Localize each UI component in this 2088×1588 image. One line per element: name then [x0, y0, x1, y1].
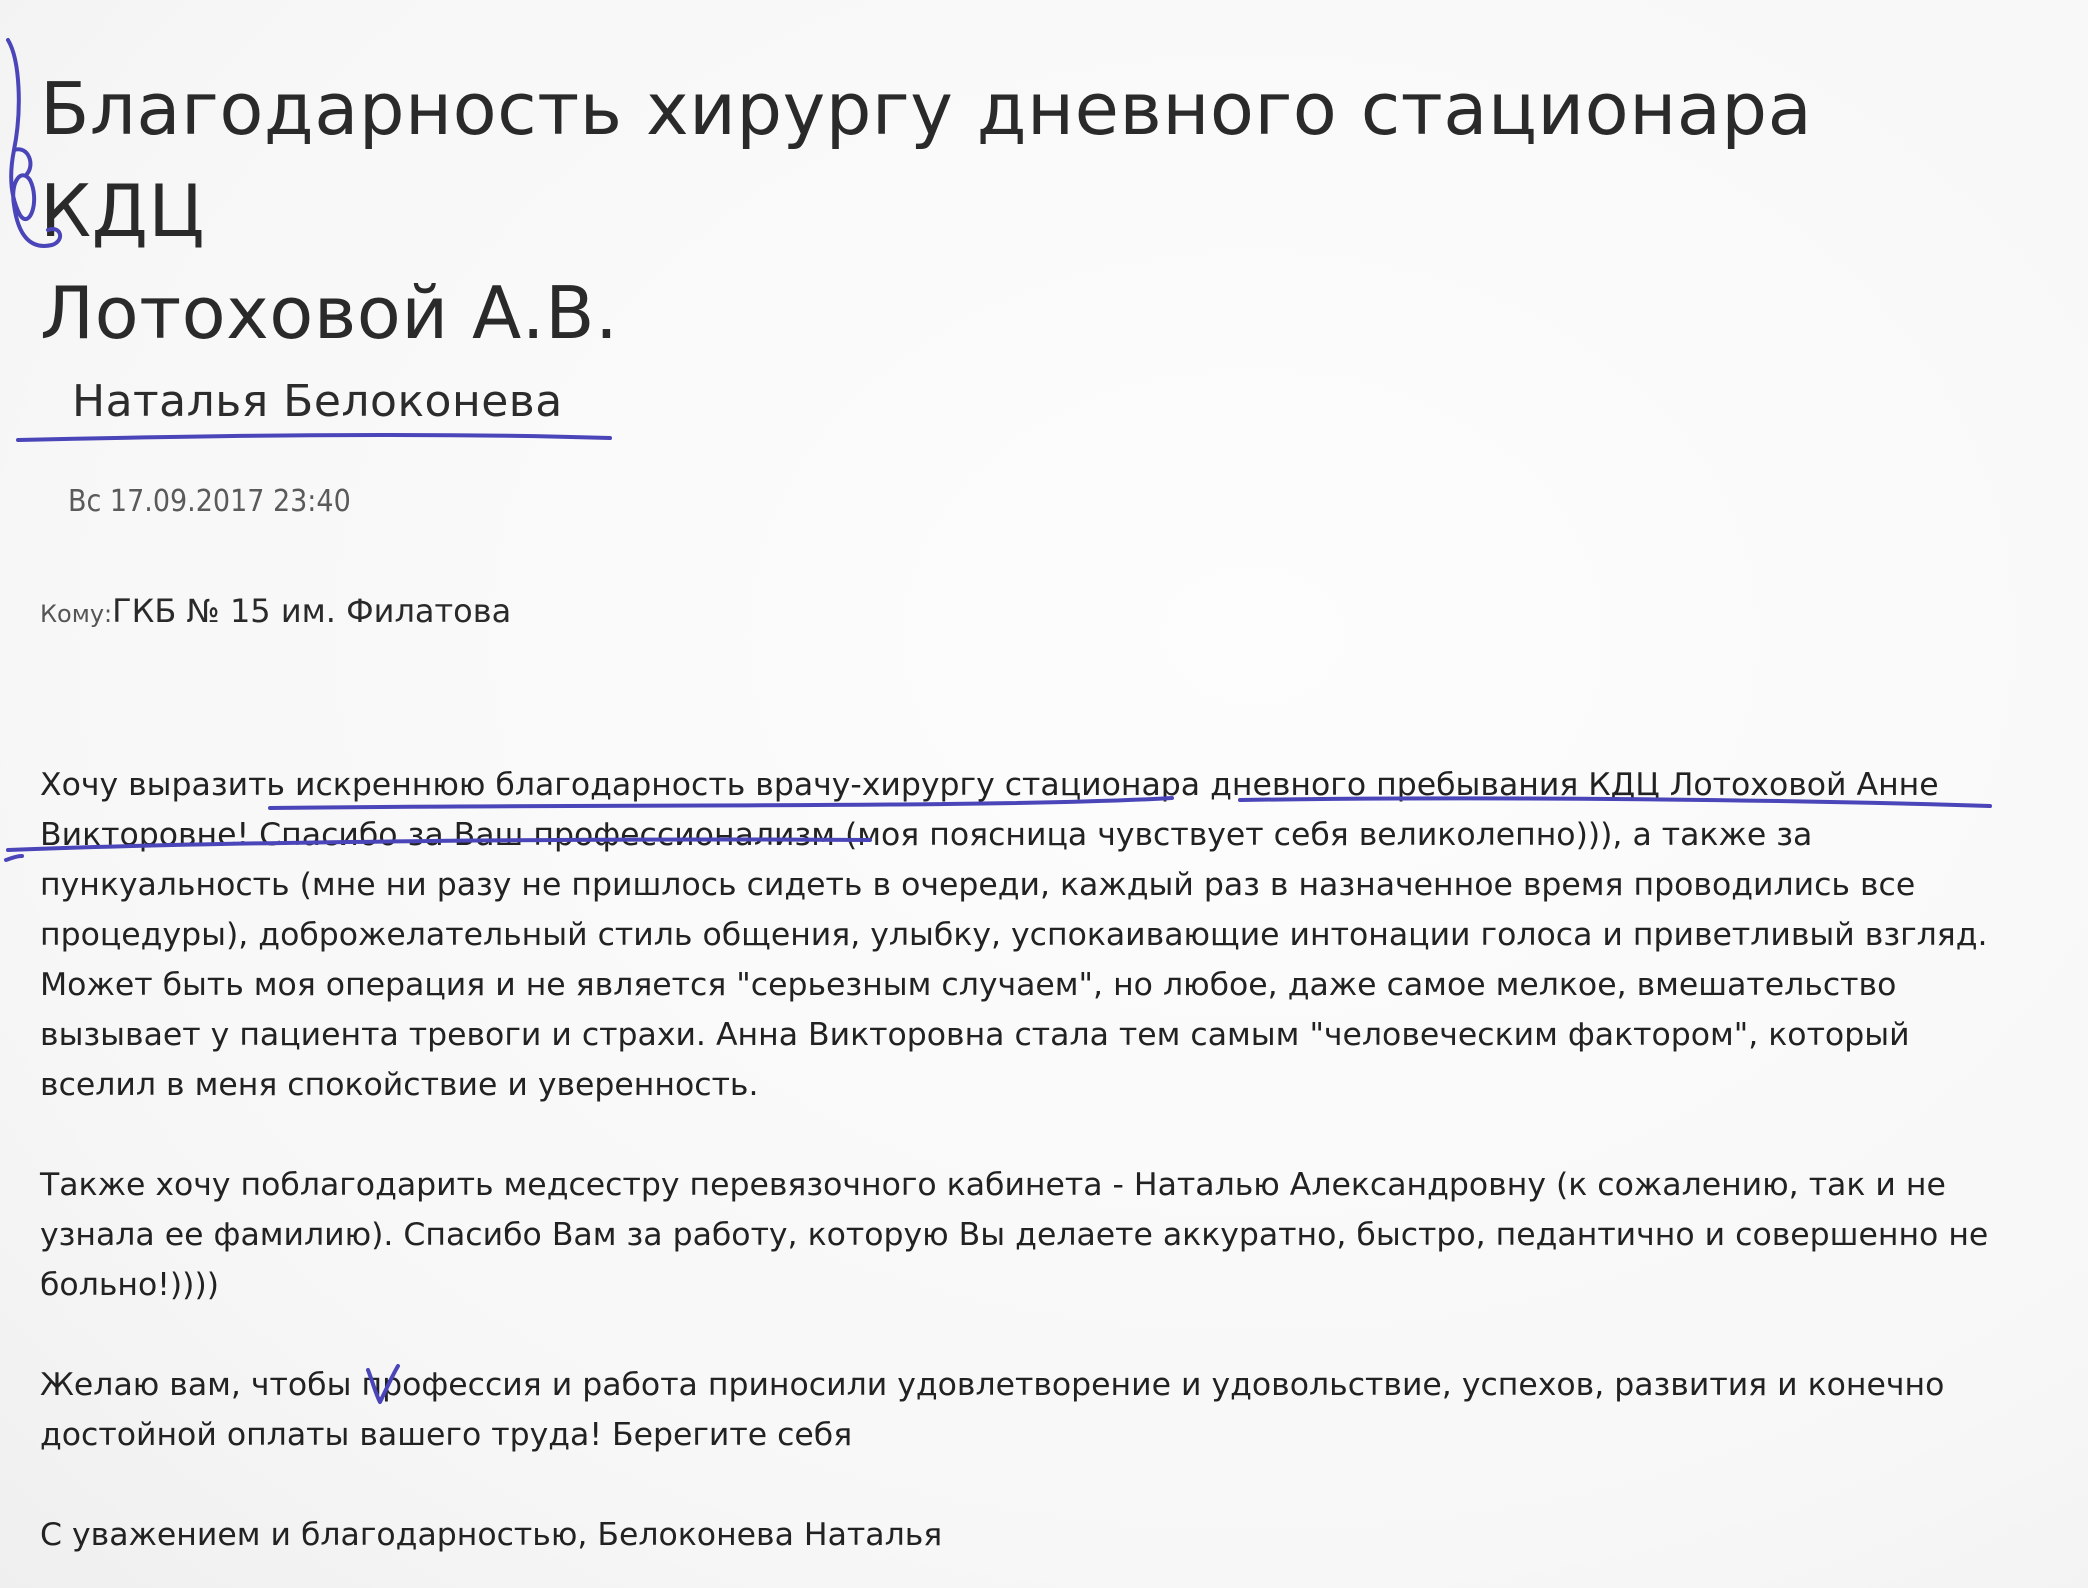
paragraph-3 — [40, 1360, 2050, 1460]
sender-name: Наталья Белоконева — [72, 376, 563, 427]
paragraph-line: Может быть моя операция и не является "серьезным случаем", но любое, даже самое мелкое, вмешательство — [40, 967, 1897, 1003]
recipient-line — [40, 592, 511, 630]
paragraph-line: Также хочу поблагодарить медсестру перевязочного кабинета - Наталью Александровну (к сожалению, так и не — [40, 1167, 1946, 1203]
sender-underline-mark — [18, 435, 610, 440]
title-line-1: Благодарность хирургу дневного стационара КДЦ — [40, 67, 1813, 253]
paragraph-line: вселил в меня спокойствие и уверенность. — [40, 1067, 759, 1103]
paragraph-line: Хочу выразить искреннюю благодарность врачу-хирургу стационара дневного пребывания КДЦ Лотоховой Анне — [40, 767, 1939, 803]
title-line-2: Лотоховой А.В. — [40, 271, 619, 355]
paragraph-line: процедуры), доброжелательный стиль общения, улыбку, успокаивающие интонации голоса и приветливый взгляд. — [40, 917, 1988, 953]
letter-body — [40, 760, 2050, 1588]
signature-text: С уважением и благодарностью, Белоконева Наталья — [40, 1517, 943, 1553]
paragraph-line: достойной оплаты вашего труда! Берегите себя — [40, 1417, 853, 1453]
margin-scribble-mark — [14, 149, 30, 175]
paragraph-line: вызывает у пациента тревоги и страхи. Анна Викторовна стала тем самым "человеческим фактором", который — [40, 1017, 1910, 1053]
recipient-value: ГКБ № 15 им. Филатова — [112, 592, 512, 630]
sent-date: Вс 17.09.2017 23:40 — [68, 484, 351, 519]
paragraph-line: пункуальность (мне ни разу не пришлось сидеть в очереди, каждый раз в назначенное время проводились все — [40, 867, 1916, 903]
paragraph-2 — [40, 1160, 2050, 1310]
recipient-label: Кому: — [40, 600, 113, 628]
signature-line — [40, 1510, 2050, 1560]
body-underline-mark — [6, 856, 22, 860]
paragraph-line: больно!)))) — [40, 1267, 220, 1303]
letter-title — [40, 58, 1940, 364]
paragraph-line: Желаю вам, чтобы профессия и работа приносили удовлетворение и удовольствие, успехов, развития и конечно — [40, 1367, 1945, 1403]
paragraph-1 — [40, 760, 2050, 1110]
paragraph-line: Викторовне! Спасибо за Ваш профессионализм (моя поясница чувствует себя великолепно))), а также за — [40, 817, 1813, 853]
paragraph-line: узнала ее фамилию). Спасибо Вам за работу, которую Вы делаете аккуратно, быстро, педантично и совершенно не — [40, 1217, 1989, 1253]
